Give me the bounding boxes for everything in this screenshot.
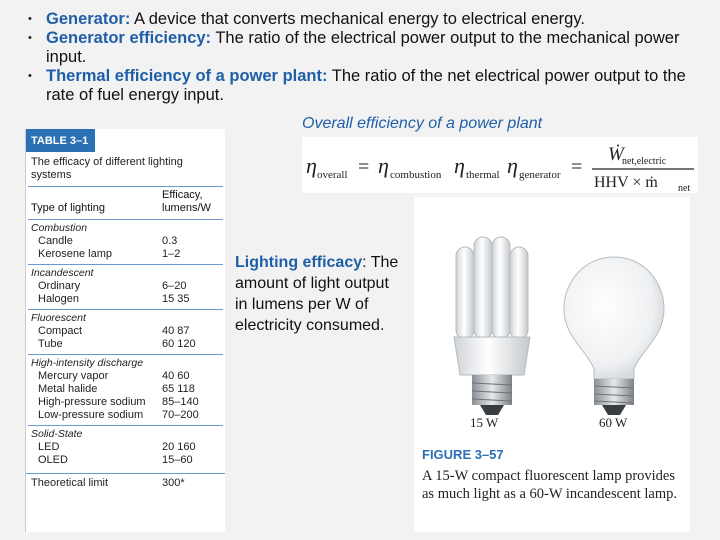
bullet-item <box>14 67 714 105</box>
table-header-row <box>26 187 225 215</box>
lighting-efficacy-table <box>25 129 225 532</box>
table-group-label: High-intensity discharge <box>31 357 144 369</box>
table-group-label: Solid-State <box>31 428 83 440</box>
table-row: Halogen 15 35 <box>38 293 190 305</box>
equals-sign: = <box>571 156 583 178</box>
denominator-sub: net <box>678 183 691 193</box>
lighting-efficacy-note <box>235 252 405 336</box>
table-title: The efficacy of different lighting systems <box>31 156 183 181</box>
equals-sign: = <box>358 156 370 178</box>
sub-overall: overall <box>317 169 348 181</box>
table-label: TABLE 3–1 <box>26 129 95 152</box>
sub-combustion: combustion <box>390 169 442 181</box>
bullet-term: Generator: <box>46 10 131 28</box>
bullet-text: A device that converts mechanical energy to electrical energy. <box>130 10 585 28</box>
table-row: Kerosene lamp 1–2 <box>38 248 181 260</box>
eta-thermal: η <box>454 153 465 178</box>
equation-svg <box>302 137 698 193</box>
bullet-item <box>14 29 714 67</box>
table-row: Ordinary 6–20 <box>38 280 187 292</box>
figure-title: FIGURE 3–57 <box>422 447 504 462</box>
incandescent-wattage-label: 60 W <box>599 415 628 430</box>
table-row: OLED 15–60 <box>38 454 193 466</box>
eta-overall: η <box>306 153 317 178</box>
efficacy-definition: The amount of light output in lumens per W of electricity consumed. <box>235 254 399 334</box>
overall-efficiency-equation <box>302 137 698 193</box>
table-row: LED 20 160 <box>38 441 196 453</box>
table-row: High-pressure sodium 85–140 <box>38 396 199 408</box>
numerator: Ẇ <box>608 144 624 165</box>
table-row: Compact 40 87 <box>38 325 190 337</box>
table-group-label: Combustion <box>31 222 88 234</box>
bullet-text: The ratio of the electrical power output to the mechanical power input. <box>46 29 680 66</box>
table-row: Metal halide 65 118 <box>38 383 195 395</box>
overall-efficiency-caption: Overall efficiency of a power plant <box>302 115 543 132</box>
denominator: HHV × ṁ <box>594 174 658 191</box>
eta-generator: η <box>507 153 518 178</box>
sub-thermal: thermal <box>466 169 500 181</box>
bulb-comparison-figure <box>414 197 690 532</box>
eta-combustion: η <box>378 153 389 178</box>
cfl-lamp-icon <box>454 237 530 415</box>
column-header-efficacy: Efficacy, lumens/W <box>162 189 211 214</box>
figure-caption: A 15-W compact fluorescent lamp provides as much light as a 60-W incandescent lamp. <box>422 468 678 502</box>
efficacy-term: Lighting efficacy <box>235 254 363 271</box>
column-header-type: Type of lighting <box>31 202 105 214</box>
bullet-term: Generator efficiency: <box>46 29 212 47</box>
bullet-term: Thermal efficiency of a power plant: <box>46 67 328 85</box>
table-row-theoretical: Theoretical limit 300* <box>26 473 225 490</box>
efficacy-colon: : <box>362 254 367 271</box>
bullet-text: The ratio of the net electrical power output to the rate of fuel energy input. <box>46 67 686 104</box>
table-row: Low-pressure sodium 70–200 <box>38 409 199 421</box>
cfl-wattage-label: 15 W <box>470 415 499 430</box>
bullet-marker: • <box>28 32 32 44</box>
table-row: Tube 60 120 <box>38 338 196 350</box>
numerator-sub: net,electric <box>622 156 667 167</box>
table-group-label: Fluorescent <box>31 312 86 324</box>
bulb-illustration <box>414 197 690 437</box>
bullet-item <box>14 10 714 29</box>
table-row: Mercury vapor 40 60 <box>38 370 190 382</box>
incandescent-bulb-icon <box>564 257 664 415</box>
bullet-marker: • <box>28 70 32 82</box>
sub-generator: generator <box>519 169 561 181</box>
bullet-list <box>14 10 714 105</box>
table-row: Candle 0.3 <box>38 235 178 247</box>
table-group-label: Incandescent <box>31 267 94 279</box>
bullet-marker: • <box>28 13 32 25</box>
